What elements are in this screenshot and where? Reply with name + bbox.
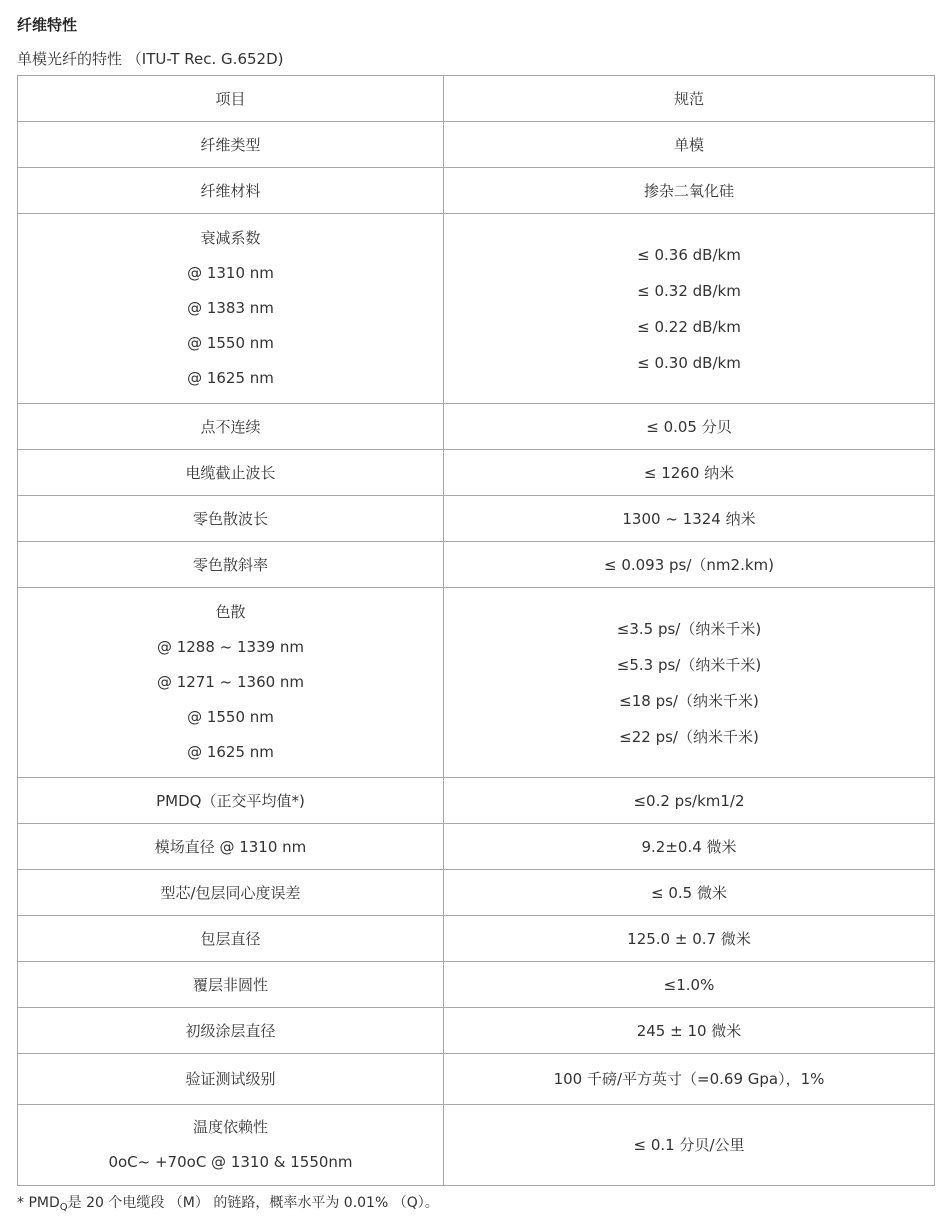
- row-spec: ≤ 0.36 dB/km ≤ 0.32 dB/km ≤ 0.22 dB/km ≤ 0.30 dB/km: [444, 214, 935, 404]
- row-item: 型芯/包层同心度误差: [18, 870, 444, 916]
- row-item: 覆层非圆性: [18, 962, 444, 1008]
- row-item: 衰减系数 @ 1310 nm @ 1383 nm @ 1550 nm @ 1625 nm: [18, 214, 444, 404]
- table-row: [18, 778, 935, 824]
- fiber-spec-table: [17, 75, 935, 1186]
- row-spec: 掺杂二氧化硅: [444, 168, 935, 214]
- table-row: [18, 1054, 935, 1105]
- row-spec: ≤3.5 ps/（纳米千米) ≤5.3 ps/（纳米千米) ≤18 ps/（纳米千米) ≤22 ps/（纳米千米): [444, 588, 935, 778]
- row-spec: 单模: [444, 122, 935, 168]
- row-spec: ≤1.0%: [444, 962, 935, 1008]
- row-item: 温度依赖性 0oC~ +70oC @ 1310 & 1550nm: [18, 1105, 444, 1186]
- table-row: [18, 450, 935, 496]
- row-item: 零色散斜率: [18, 542, 444, 588]
- row-spec: ≤0.2 ps/km1/2: [444, 778, 935, 824]
- row-spec: ≤ 0.5 微米: [444, 870, 935, 916]
- table-row: [18, 870, 935, 916]
- row-spec: 125.0 ± 0.7 微米: [444, 916, 935, 962]
- row-spec: ≤ 1260 纳米: [444, 450, 935, 496]
- row-item: 初级涂层直径: [18, 1008, 444, 1054]
- table-row: [18, 168, 935, 214]
- row-item: PMDQ（正交平均值*): [18, 778, 444, 824]
- row-item: 点不连续: [18, 404, 444, 450]
- table-row: [18, 824, 935, 870]
- row-item: 包层直径: [18, 916, 444, 962]
- section-title: 纤维特性: [17, 16, 78, 34]
- table-row: [18, 404, 935, 450]
- row-item: 验证测试级别: [18, 1054, 444, 1105]
- row-item: 零色散波长: [18, 496, 444, 542]
- table-row: [18, 1008, 935, 1054]
- table-row: [18, 588, 935, 778]
- row-spec: ≤ 0.1 分贝/公里: [444, 1105, 935, 1186]
- row-spec: 100 千磅/平方英寸（=0.69 Gpa），1%: [444, 1054, 935, 1105]
- section-subtitle: 单模光纤的特性 （ITU-T Rec. G.652D): [17, 50, 284, 68]
- row-spec: 1300 ~ 1324 纳米: [444, 496, 935, 542]
- row-spec: 245 ± 10 微米: [444, 1008, 935, 1054]
- table-row: [18, 122, 935, 168]
- row-spec: 9.2±0.4 微米: [444, 824, 935, 870]
- row-spec: ≤ 0.05 分贝: [444, 404, 935, 450]
- table-row: [18, 916, 935, 962]
- row-item: 电缆截止波长: [18, 450, 444, 496]
- table-row: [18, 496, 935, 542]
- header-spec: 规范: [444, 76, 935, 122]
- table-row: [18, 1105, 935, 1186]
- table-row: [18, 542, 935, 588]
- table-row: [18, 962, 935, 1008]
- table-row: [18, 214, 935, 404]
- row-item: 色散 @ 1288 ~ 1339 nm @ 1271 ~ 1360 nm @ 1550 nm @ 1625 nm: [18, 588, 444, 778]
- footnote: * $PMD_Q$是 20 个电缆段 （M） 的链路，概率水平为 0.01% （Q）。: [17, 1195, 439, 1213]
- row-item: 纤维材料: [18, 168, 444, 214]
- header-item: 项目: [18, 76, 444, 122]
- row-item: 模场直径 @ 1310 nm: [18, 824, 444, 870]
- table-header-row: [18, 76, 935, 122]
- row-spec: ≤ 0.093 ps/（nm2.km): [444, 542, 935, 588]
- row-item: 纤维类型: [18, 122, 444, 168]
